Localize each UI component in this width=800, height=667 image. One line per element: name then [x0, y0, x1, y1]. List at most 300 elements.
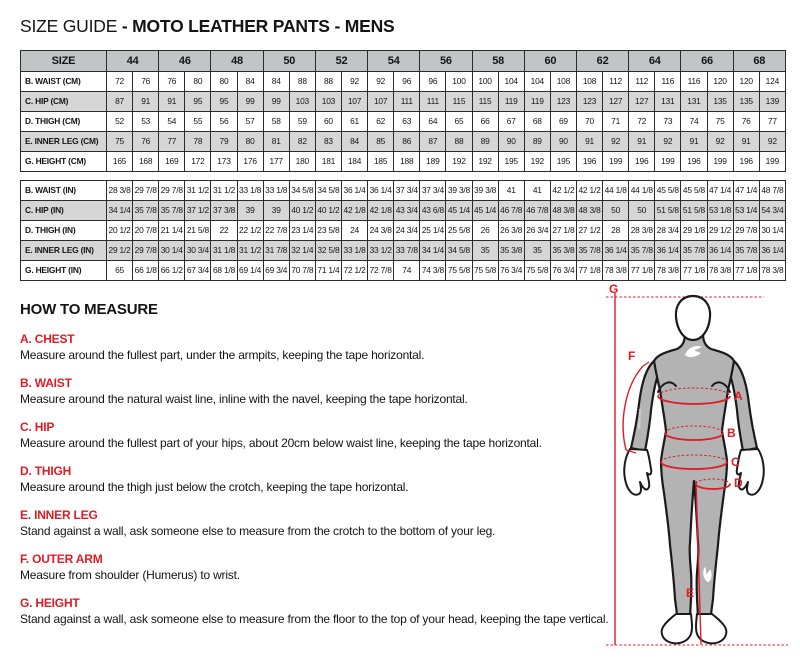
- size-cell: 60: [315, 112, 341, 132]
- size-cell: 77: [759, 112, 785, 132]
- size-cell: 34 1/4: [107, 201, 133, 221]
- size-cell: 87: [107, 92, 133, 112]
- size-cell: 91: [629, 132, 655, 152]
- size-cell: 29 7/8: [733, 221, 759, 241]
- size-cell: 72: [107, 72, 133, 92]
- size-cell: 35 7/8: [576, 241, 602, 261]
- size-cell: 196: [733, 152, 759, 172]
- size-column-header: 58: [472, 51, 524, 72]
- size-cell: 115: [472, 92, 498, 112]
- size-cell: 196: [681, 152, 707, 172]
- size-cell: 24: [341, 221, 367, 241]
- measure-item: [20, 464, 620, 495]
- size-cell: 36 1/4: [655, 241, 681, 261]
- size-cell: 199: [603, 152, 629, 172]
- page-title-prefix: SIZE GUIDE: [20, 16, 122, 36]
- size-cell: 74 3/8: [420, 261, 446, 281]
- size-cell: 77 1/8: [576, 261, 602, 281]
- left-forearm-brand-text: alpinestars: [637, 408, 642, 430]
- measure-item-text: Stand against a wall, ask someone else to measure from the crotch to the bottom of your leg.: [20, 524, 496, 538]
- size-cell: 188: [394, 152, 420, 172]
- size-cell: 90: [550, 132, 576, 152]
- size-cell: 119: [524, 92, 550, 112]
- size-cell: 23 1/4: [289, 221, 315, 241]
- size-cell: 92: [707, 132, 733, 152]
- size-row-label: B. WAIST (IN): [21, 181, 107, 201]
- size-cell: 75 5/8: [446, 261, 472, 281]
- size-cell: 71 1/4: [315, 261, 341, 281]
- size-cell: 91: [133, 92, 159, 112]
- size-cell: 92: [603, 132, 629, 152]
- size-cell: 45 5/8: [681, 181, 707, 201]
- size-cell: 28 3/8: [629, 221, 655, 241]
- size-cell: 189: [420, 152, 446, 172]
- size-cell: 37 3/8: [211, 201, 237, 221]
- size-cell: 43 6/8: [420, 201, 446, 221]
- size-cell: 83: [315, 132, 341, 152]
- size-cell: 107: [368, 92, 394, 112]
- size-cell: 127: [629, 92, 655, 112]
- size-cell: 54: [159, 112, 185, 132]
- size-cell: 36 1/4: [341, 181, 367, 201]
- size-cell: 39: [237, 201, 263, 221]
- size-cell: 35 7/8: [159, 201, 185, 221]
- size-column-header: 54: [368, 51, 420, 72]
- diagram-label-b: B: [727, 426, 736, 440]
- size-cell: 96: [394, 72, 420, 92]
- size-column-header: 48: [211, 51, 263, 72]
- size-cell: 116: [681, 72, 707, 92]
- diagram-label-c: C: [731, 455, 740, 469]
- size-cell: 30 3/4: [185, 241, 211, 261]
- size-cell: 42 1/8: [341, 201, 367, 221]
- measure-item-label: D. THIGH: [20, 464, 72, 478]
- size-cell: 53: [133, 112, 159, 132]
- size-cell: 135: [733, 92, 759, 112]
- size-cell: 104: [524, 72, 550, 92]
- size-row-label: C. HIP (IN): [21, 201, 107, 221]
- size-cell: 96: [420, 72, 446, 92]
- size-cell: 91: [733, 132, 759, 152]
- measure-item-text: Stand against a wall, ask someone else to measure from the floor to the top of your head, keeping the tape vertical.: [20, 612, 609, 626]
- size-cell: 75 5/8: [472, 261, 498, 281]
- size-cell: 119: [498, 92, 524, 112]
- size-cell: 111: [420, 92, 446, 112]
- size-cell: 32 5/8: [315, 241, 341, 261]
- size-row-label: E. INNER LEG (CM): [21, 132, 107, 152]
- size-cell: 50: [603, 201, 629, 221]
- size-cell: 36 1/4: [759, 241, 785, 261]
- body-measure-diagram: [598, 283, 798, 665]
- size-column-header: 60: [524, 51, 576, 72]
- size-table-row: [21, 92, 786, 112]
- size-cell: 53 1/4: [733, 201, 759, 221]
- size-cell: 35: [472, 241, 498, 261]
- size-cell: 196: [576, 152, 602, 172]
- size-cell: 78 3/8: [759, 261, 785, 281]
- size-column-header: 66: [681, 51, 733, 72]
- size-cell: 131: [681, 92, 707, 112]
- page-title-bold: - MOTO LEATHER PANTS - MENS: [121, 16, 395, 36]
- size-cell: 37 3/4: [394, 181, 420, 201]
- size-cell: 80: [185, 72, 211, 92]
- size-cell: 112: [629, 72, 655, 92]
- size-cell: 76: [133, 72, 159, 92]
- diagram-label-e: E: [686, 586, 695, 600]
- size-column-header: 56: [420, 51, 472, 72]
- size-cell: 192: [472, 152, 498, 172]
- measure-item-label: F. OUTER ARM: [20, 552, 103, 566]
- size-cell: 66 1/2: [159, 261, 185, 281]
- size-cell: 71: [603, 112, 629, 132]
- size-cell: 70 7/8: [289, 261, 315, 281]
- size-cell: 139: [759, 92, 785, 112]
- size-cell: 91: [159, 92, 185, 112]
- size-cell: 48 3/8: [576, 201, 602, 221]
- size-cell: 55: [185, 112, 211, 132]
- size-cell: 88: [446, 132, 472, 152]
- size-table: [20, 50, 786, 281]
- size-cell: 41: [524, 181, 550, 201]
- size-cell: 41: [498, 181, 524, 201]
- size-cell: 37 1/2: [185, 201, 211, 221]
- measure-item-label: G. HEIGHT: [20, 596, 80, 610]
- size-cell: 31 1/2: [211, 181, 237, 201]
- size-column-header: 68: [733, 51, 785, 72]
- size-cell: 29 7/8: [159, 181, 185, 201]
- size-cell: 29 1/2: [707, 221, 733, 241]
- size-cell: 181: [315, 152, 341, 172]
- size-table-row: [21, 221, 786, 241]
- size-cell: 91: [681, 132, 707, 152]
- size-cell: 92: [341, 72, 367, 92]
- size-cell: 172: [185, 152, 211, 172]
- size-cell: 177: [263, 152, 289, 172]
- size-row-label: B. WAIST (CM): [21, 72, 107, 92]
- size-cell: 123: [576, 92, 602, 112]
- size-cell: 26 3/4: [524, 221, 550, 241]
- size-cell: 80: [211, 72, 237, 92]
- size-cell: 99: [263, 92, 289, 112]
- size-cell: 34 1/4: [420, 241, 446, 261]
- size-cell: 62: [368, 112, 394, 132]
- size-cell: 23 5/8: [315, 221, 341, 241]
- size-cell: 168: [133, 152, 159, 172]
- size-cell: 58: [263, 112, 289, 132]
- size-cell: 165: [107, 152, 133, 172]
- measure-item-label: C. HIP: [20, 420, 55, 434]
- size-cell: 25 5/8: [446, 221, 472, 241]
- size-cell: 75: [107, 132, 133, 152]
- size-cell: 42 1/2: [576, 181, 602, 201]
- size-cell: 103: [315, 92, 341, 112]
- size-cell: 35 7/8: [629, 241, 655, 261]
- size-cell: 39 3/8: [446, 181, 472, 201]
- size-cell: 196: [629, 152, 655, 172]
- size-cell: 20 1/2: [107, 221, 133, 241]
- diagram-label-a: A: [734, 389, 743, 403]
- size-cell: 33 1/8: [263, 181, 289, 201]
- size-column-header: 62: [576, 51, 628, 72]
- size-cell: 50: [629, 201, 655, 221]
- body-diagram-svg: [598, 283, 798, 665]
- size-cell: 29 7/8: [133, 181, 159, 201]
- size-cell: 103: [289, 92, 315, 112]
- size-cell: 184: [341, 152, 367, 172]
- size-cell: 124: [759, 72, 785, 92]
- size-cell: 82: [289, 132, 315, 152]
- size-cell: 57: [237, 112, 263, 132]
- size-cell: 100: [472, 72, 498, 92]
- size-cell: 68: [524, 112, 550, 132]
- size-cell: 78: [185, 132, 211, 152]
- size-cell: 29 7/8: [133, 241, 159, 261]
- size-cell: 36 1/4: [368, 181, 394, 201]
- size-cell: 51 5/8: [655, 201, 681, 221]
- size-cell: 116: [655, 72, 681, 92]
- size-cell: 40 1/2: [315, 201, 341, 221]
- size-cell: 84: [263, 72, 289, 92]
- size-cell: 73: [655, 112, 681, 132]
- size-row-label: D. THIGH (CM): [21, 112, 107, 132]
- size-cell: 77 1/8: [733, 261, 759, 281]
- size-row-label: G. HEIGHT (CM): [21, 152, 107, 172]
- size-cell: 61: [341, 112, 367, 132]
- size-table-row: [21, 132, 786, 152]
- size-cell: 108: [550, 72, 576, 92]
- size-cell: 131: [655, 92, 681, 112]
- size-cell: 192: [446, 152, 472, 172]
- measure-item-text: Measure from shoulder (Humerus) to wrist.: [20, 568, 240, 582]
- size-cell: 31 1/2: [237, 241, 263, 261]
- size-cell: 35 7/8: [681, 241, 707, 261]
- size-cell: 33 7/8: [394, 241, 420, 261]
- measure-item-text: Measure around the fullest part of your hips, about 20cm below waist line, keeping the tape horizontal.: [20, 436, 542, 450]
- size-cell: 24 3/8: [368, 221, 394, 241]
- measure-item-text: Measure around the natural waist line, inline with the navel, keeping the tape horizontal.: [20, 392, 468, 406]
- size-cell: 67: [498, 112, 524, 132]
- size-cell: 42 1/8: [368, 201, 394, 221]
- size-cell: 54 3/4: [759, 201, 785, 221]
- size-cell: 39: [263, 201, 289, 221]
- size-cell: 59: [289, 112, 315, 132]
- size-cell: 26 3/8: [498, 221, 524, 241]
- size-cell: 65: [107, 261, 133, 281]
- measure-item: [20, 420, 620, 451]
- size-cell: 76 3/4: [550, 261, 576, 281]
- size-table-corner-label: SIZE: [21, 51, 107, 72]
- size-cell: 39 3/8: [472, 181, 498, 201]
- size-table-cm-body: [21, 72, 786, 172]
- size-cell: 43 3/4: [394, 201, 420, 221]
- measure-item: [20, 596, 620, 627]
- size-cell: 34 5/8: [315, 181, 341, 201]
- size-cell: 107: [341, 92, 367, 112]
- size-cell: 53 1/8: [707, 201, 733, 221]
- size-cell: 76: [159, 72, 185, 92]
- size-table-row: [21, 152, 786, 172]
- size-cell: 46 7/8: [498, 201, 524, 221]
- size-cell: 123: [550, 92, 576, 112]
- torso-legs-silhouette: [654, 333, 734, 616]
- size-cell: 68 1/8: [211, 261, 237, 281]
- size-cell: 47 1/4: [733, 181, 759, 201]
- size-cell: 30 1/4: [159, 241, 185, 261]
- size-cell: 88: [315, 72, 341, 92]
- size-cell: 120: [707, 72, 733, 92]
- size-cell: 76: [133, 132, 159, 152]
- outer-arm-arc-top-tick: [643, 362, 649, 366]
- size-table-row: [21, 72, 786, 92]
- measure-item: [20, 552, 620, 583]
- size-cell: 180: [289, 152, 315, 172]
- size-cell: 99: [237, 92, 263, 112]
- size-cell: 111: [394, 92, 420, 112]
- size-cell: 76 3/4: [498, 261, 524, 281]
- diagram-label-g: G: [609, 283, 619, 296]
- size-cell: 176: [237, 152, 263, 172]
- size-cell: 48 7/8: [759, 181, 785, 201]
- size-cell: 28 3/8: [107, 181, 133, 201]
- size-row-label: D. THIGH (IN): [21, 221, 107, 241]
- size-cell: 85: [368, 132, 394, 152]
- size-cell: 28: [603, 221, 629, 241]
- size-table-head: [21, 51, 786, 72]
- page-title: [20, 16, 800, 37]
- measure-item: [20, 376, 620, 407]
- size-cell: 33 1/8: [341, 241, 367, 261]
- size-cell: 90: [498, 132, 524, 152]
- size-cell: 115: [446, 92, 472, 112]
- size-cell: 29 1/2: [107, 241, 133, 261]
- size-cell: 95: [185, 92, 211, 112]
- size-cell: 135: [707, 92, 733, 112]
- size-cell: 120: [733, 72, 759, 92]
- measure-item-text: Measure around the fullest part, under the armpits, keeping the tape horizontal.: [20, 348, 425, 362]
- size-cell: 45 1/4: [446, 201, 472, 221]
- size-column-header: 44: [107, 51, 159, 72]
- how-to-measure-heading: HOW TO MEASURE: [20, 301, 158, 318]
- size-cell: 127: [603, 92, 629, 112]
- size-cell: 67 3/4: [185, 261, 211, 281]
- left-hand: [624, 449, 651, 495]
- size-cell: 21 1/4: [159, 221, 185, 241]
- size-cell: 31 1/2: [185, 181, 211, 201]
- size-cell: 22: [211, 221, 237, 241]
- diagram-label-f: F: [628, 349, 636, 363]
- size-cell: 72 1/2: [341, 261, 367, 281]
- size-cell: 89: [472, 132, 498, 152]
- size-cell: 79: [211, 132, 237, 152]
- size-cell: 56: [211, 112, 237, 132]
- size-cell: 30 1/4: [759, 221, 785, 241]
- size-cell: 173: [211, 152, 237, 172]
- size-cell: 72: [629, 112, 655, 132]
- size-cell: 33 1/2: [368, 241, 394, 261]
- size-cell: 108: [576, 72, 602, 92]
- table-block-gap: [21, 172, 786, 181]
- size-cell: 24 3/4: [394, 221, 420, 241]
- size-cell: 32 1/4: [289, 241, 315, 261]
- size-cell: 35 7/8: [133, 201, 159, 221]
- size-cell: 36 1/4: [707, 241, 733, 261]
- size-cell: 78 3/8: [655, 261, 681, 281]
- size-cell: 45 5/8: [655, 181, 681, 201]
- size-cell: 199: [759, 152, 785, 172]
- size-cell: 75 5/8: [524, 261, 550, 281]
- size-cell: 112: [603, 72, 629, 92]
- size-cell: 31 1/8: [211, 241, 237, 261]
- size-cell: 35 3/8: [550, 241, 576, 261]
- size-cell: 46 7/8: [524, 201, 550, 221]
- size-cell: 27 1/8: [550, 221, 576, 241]
- size-table-gap: [21, 172, 786, 181]
- size-cell: 69 3/4: [263, 261, 289, 281]
- size-table-row: [21, 181, 786, 201]
- size-cell: 77 1/8: [629, 261, 655, 281]
- size-cell: 192: [524, 152, 550, 172]
- size-cell: 74: [394, 261, 420, 281]
- size-cell: 45 1/4: [472, 201, 498, 221]
- size-cell: 65: [446, 112, 472, 132]
- measure-item-label: A. CHEST: [20, 332, 75, 346]
- size-cell: 91: [576, 132, 602, 152]
- size-table-row: [21, 112, 786, 132]
- size-column-header: 64: [629, 51, 681, 72]
- size-cell: 76: [733, 112, 759, 132]
- size-cell: 36 1/4: [603, 241, 629, 261]
- measure-item-text: Measure around the thigh just below the crotch, keeping the tape horizontal.: [20, 480, 409, 494]
- size-row-label: G. HEIGHT (IN): [21, 261, 107, 281]
- size-cell: 22 7/8: [263, 221, 289, 241]
- size-cell: 87: [420, 132, 446, 152]
- size-cell: 81: [263, 132, 289, 152]
- size-cell: 20 7/8: [133, 221, 159, 241]
- size-table-row: [21, 201, 786, 221]
- size-cell: 78 3/8: [707, 261, 733, 281]
- size-cell: 89: [524, 132, 550, 152]
- size-cell: 34 5/8: [289, 181, 315, 201]
- diagram-label-d: D: [734, 476, 743, 490]
- size-cell: 104: [498, 72, 524, 92]
- size-cell: 84: [341, 132, 367, 152]
- size-cell: 77: [159, 132, 185, 152]
- size-cell: 51 5/8: [681, 201, 707, 221]
- size-cell: 66 1/8: [133, 261, 159, 281]
- size-cell: 195: [498, 152, 524, 172]
- size-column-header: 50: [263, 51, 315, 72]
- size-cell: 185: [368, 152, 394, 172]
- size-cell: 48 3/8: [550, 201, 576, 221]
- measure-item-label: B. WAIST: [20, 376, 72, 390]
- size-cell: 21 5/8: [185, 221, 211, 241]
- size-cell: 92: [655, 132, 681, 152]
- size-cell: 95: [211, 92, 237, 112]
- size-table-row: [21, 241, 786, 261]
- size-cell: 31 7/8: [263, 241, 289, 261]
- size-column-header: 46: [159, 51, 211, 72]
- size-cell: 64: [420, 112, 446, 132]
- size-cell: 69: [550, 112, 576, 132]
- size-cell: 66: [472, 112, 498, 132]
- size-cell: 100: [446, 72, 472, 92]
- right-forearm-brand-text: alpinestars: [752, 408, 757, 430]
- size-cell: 77 1/8: [681, 261, 707, 281]
- size-cell: 42 1/2: [550, 181, 576, 201]
- measure-item: [20, 332, 620, 363]
- size-cell: 26: [472, 221, 498, 241]
- size-column-header: 52: [315, 51, 367, 72]
